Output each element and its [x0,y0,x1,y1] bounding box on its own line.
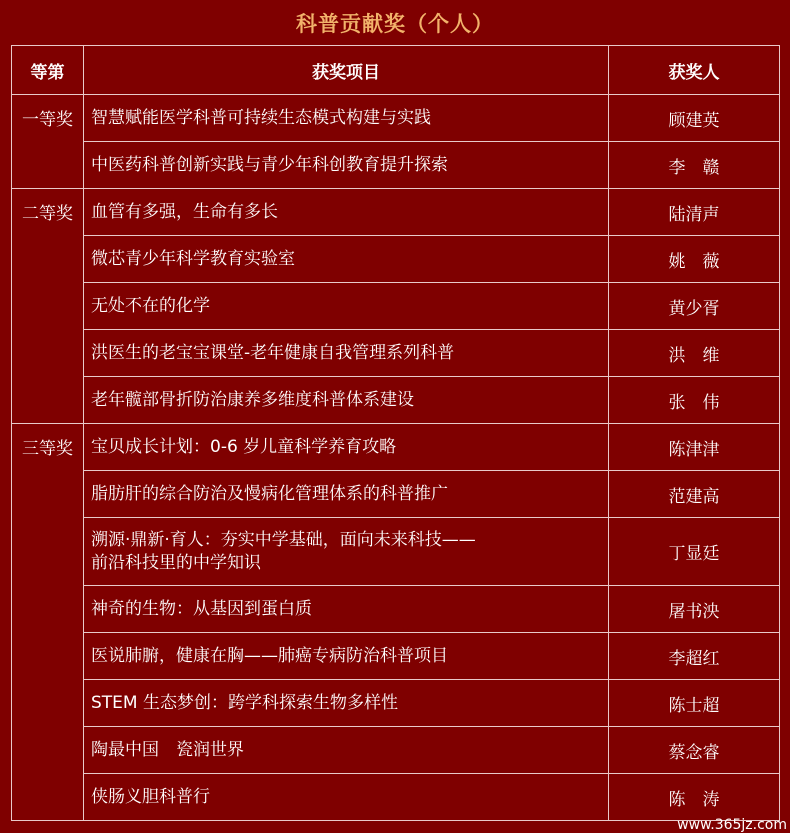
header-project: 获奖项目 [84,46,609,95]
grade-first-prize: 一等奖 [12,95,84,189]
project-cell: 神奇的生物：从基因到蛋白质 [84,586,609,633]
table-row [12,471,780,518]
winner-cell: 陆清声 [609,189,780,236]
winner-cell: 黄少胥 [609,283,780,330]
page-title: 科普贡献奖（个人） [296,12,494,36]
project-cell: 中医药科普创新实践与青少年科创教育提升探索 [84,142,609,189]
project-cell: 微芯青少年科学教育实验室 [84,236,609,283]
table-row [12,330,780,377]
project-line-1: 溯源·鼎新·育人：夯实中学基础，面向未来科技—— [91,529,476,550]
winner-cell: 陈津津 [609,424,780,471]
winner-cell: 丁显廷 [609,518,780,586]
watermark: www.365jz.com [677,817,787,833]
project-cell: 老年髋部骨折防治康养多维度科普体系建设 [84,377,609,424]
project-cell: 侠肠义胆科普行 [84,774,609,821]
winner-cell: 陈士超 [609,680,780,727]
project-cell [84,518,609,586]
table-row [12,236,780,283]
winner-cell: 顾建英 [609,95,780,142]
header-row [12,46,780,95]
winner-cell: 范建高 [609,471,780,518]
project-cell: 血管有多强，生命有多长 [84,189,609,236]
winner-cell: 姚 薇 [609,236,780,283]
project-cell: 陶最中国 瓷润世界 [84,727,609,774]
winner-cell: 李超红 [609,633,780,680]
table-row [12,283,780,330]
table-row [12,633,780,680]
winner-cell: 张 伟 [609,377,780,424]
table-row [12,189,780,236]
project-cell: 智慧赋能医学科普可持续生态模式构建与实践 [84,95,609,142]
project-cell: 无处不在的化学 [84,283,609,330]
winner-cell: 李 赣 [609,142,780,189]
project-line-2: 前沿科技里的中学知识 [91,552,261,573]
winner-cell: 洪 维 [609,330,780,377]
table-row [12,727,780,774]
award-table [11,45,780,821]
table-row [12,586,780,633]
project-cell: 医说肺腑，健康在胸——肺癌专病防治科普项目 [84,633,609,680]
project-cell: 洪医生的老宝宝课堂-老年健康自我管理系列科普 [84,330,609,377]
winner-cell: 蔡念睿 [609,727,780,774]
grade-second-prize: 二等奖 [12,189,84,424]
table-row [12,424,780,471]
table-row [12,680,780,727]
header-grade: 等第 [12,46,84,95]
project-cell: 脂肪肝的综合防治及慢病化管理体系的科普推广 [84,471,609,518]
table-row [12,774,780,821]
winner-cell: 陈 涛 [609,774,780,821]
project-cell: 宝贝成长计划：0-6 岁儿童科学养育攻略 [84,424,609,471]
table-row [12,95,780,142]
winner-cell: 屠书泱 [609,586,780,633]
project-cell: STEM 生态梦创：跨学科探索生物多样性 [84,680,609,727]
table-row [12,518,780,586]
grade-third-prize: 三等奖 [12,424,84,821]
header-winner: 获奖人 [609,46,780,95]
table-row [12,142,780,189]
table-row [12,377,780,424]
